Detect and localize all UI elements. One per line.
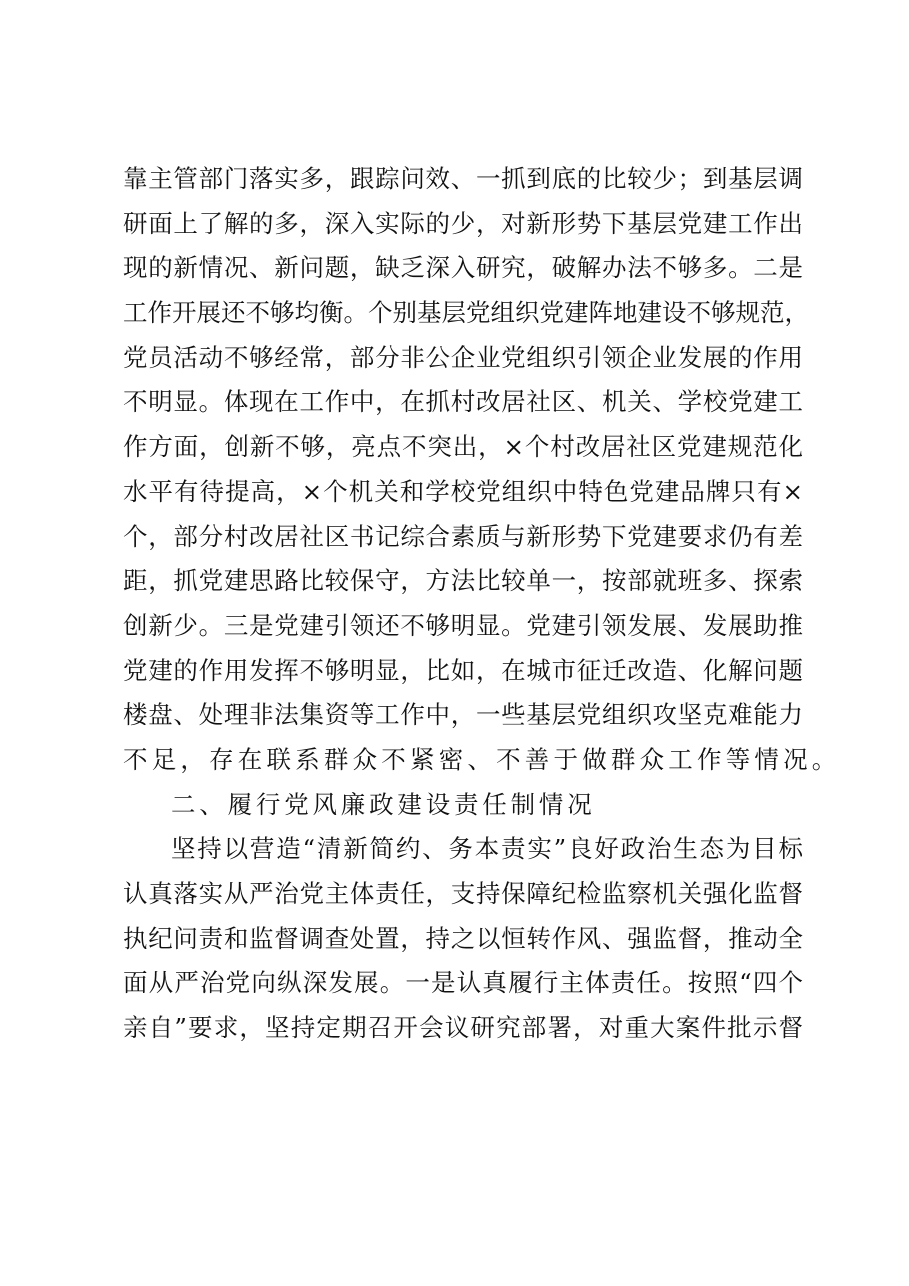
paragraph-line: 距，抓党建思路比较保守，方法比较单一，按部就班多、探索 [123, 566, 803, 596]
paragraph-line: 创新少。三是党建引领还不够明显。党建引领发展、发展助推 [123, 610, 803, 640]
paragraph-line: 认真落实从严治党主体责任，支持保障纪检监察机关强化监督 [123, 879, 803, 908]
paragraph-line: 亲自”要求，坚持定期召开会议研究部署，对重大案件批示督 [123, 1013, 803, 1043]
section-heading: 二、履行党风廉政建设责任制情况 [171, 789, 596, 819]
paragraph-line: 楼盘、处理非法集资等工作中，一些基层党组织攻坚克难能力 [123, 700, 803, 730]
paragraph-line: 靠主管部门落实多，跟踪问效、一抓到底的比较少；到基层调 [123, 164, 803, 193]
paragraph-line: 面从严治党向纵深发展。一是认真履行主体责任。按照“四个 [123, 968, 803, 998]
paragraph-line: 党员活动不够经常，部分非公企业党组织引领企业发展的作用 [123, 342, 803, 372]
paragraph-line: 水平有待提高，×个机关和学校党组织中特色党建品牌只有× [123, 476, 803, 506]
paragraph-line: 不足，存在联系群众不紧密、不善于做群众工作等情况。 [123, 744, 841, 774]
document-body [123, 157, 841, 1051]
paragraph-line: 党建的作用发挥不够明显，比如，在城市征迁改造、化解问题 [123, 655, 803, 685]
paragraph-line: 坚持以营造“清新简约、务本责实”良好政治生态为目标 [171, 834, 803, 864]
paragraph-line: 个，部分村改居社区书记综合素质与新形势下党建要求仍有差 [123, 521, 803, 551]
paragraph-line: 现的新情况、新问题，缺乏深入研究，破解办法不够多。二是 [123, 253, 803, 283]
paragraph-line: 作方面，创新不够，亮点不突出，×个村改居社区党建规范化 [123, 432, 803, 462]
paragraph-line: 执纪问责和监督调查处置，持之以恒转作风、强监督，推动全 [123, 923, 803, 953]
paragraph-line: 不明显。体现在工作中，在抓村改居社区、机关、学校党建工 [123, 387, 803, 417]
paragraph-line: 工作开展还不够均衡。个别基层党组织党建阵地建设不够规范， [123, 298, 809, 328]
paragraph-line: 研面上了解的多，深入实际的少，对新形势下基层党建工作出 [123, 208, 803, 238]
